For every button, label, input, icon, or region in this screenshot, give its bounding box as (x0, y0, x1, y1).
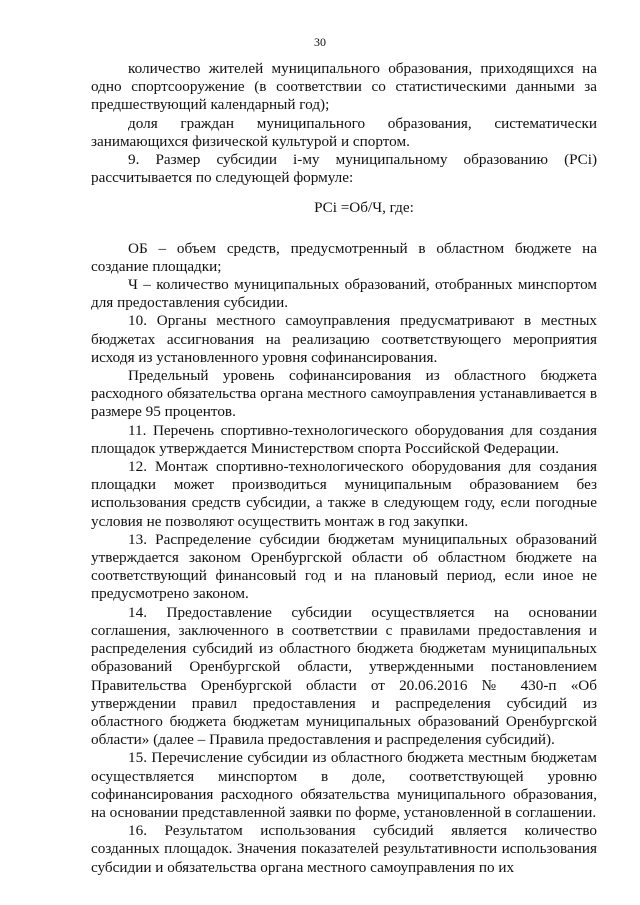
paragraph: ОБ – объем средств, предусмотренный в областном бюджете на создание площадки; (91, 239, 597, 275)
paragraph: 13. Распределение субсидии бюджетам муниципальных образований утверждается законом Оренбургской области об областном бюджете на соответствующий финансовый год и на плановый период, если иное не предусмотрено законом. (91, 530, 597, 603)
paragraph: количество жителей муниципального образования, приходящихся на одно спортсооружение (в соответствии со статистическими данными за предшествующий календарный год); (91, 60, 597, 114)
paragraph: 12. Монтаж спортивно-технологического оборудования для создания площадки может производиться муниципальным образованием без использования средств субсидии, а также в следующем году, если погодные условия не позволяют осуществить монтаж в год закупки. (91, 458, 597, 530)
paragraph: 11. Перечень спортивно-технологического оборудования для создания площадок утверждается Министерством спорта Российской Федерации. (91, 421, 597, 457)
page-number: 30 (314, 35, 326, 49)
paragraph: Ч – количество муниципальных образований, отобранных минспортом для предоставления субсидии. (91, 276, 597, 312)
paragraph: 10. Органы местного самоуправления предусматривают в местных бюджетах ассигнования на реализацию соответствующего мероприятия исходя из установленного уровня софинансирования. (91, 312, 597, 366)
paragraph: 14. Предоставление субсидии осуществляется на основании соглашения, заключенного в соответствии с правилами предоставления и распределения субсидий из областного бюджета бюджетам муниципальных образований Оренбургской области, утвержденными постановлением Правительства Оренбургской области от 20.06.2016 № 430-п «Об утверждении правил предоставления и распределения субсидий из областного бюджета бюджетам муниципальных образований Оренбургской области» (далее – Правила предоставления и распределения субсидий). (91, 603, 597, 749)
paragraph: доля граждан муниципального образования, систематически занимающихся физической культурой и спортом. (91, 114, 597, 150)
paragraph: Предельный уровень софинансирования из областного бюджета расходного обязательства органа местного самоуправления устанавливается в размере 95 процентов. (91, 367, 597, 421)
paragraph: 16. Результатом использования субсидий является количество созданных площадок. Значения показателей результативности использования субсидии и обязательства органа местного самоуправления по их (91, 822, 597, 876)
document-body (91, 60, 597, 877)
paragraph: 15. Перечисление субсидии из областного бюджета местным бюджетам осуществляется минспортом в доле, соответствующей уровню софинансирования расходного обязательства муниципального образования, на основании представленной заявки по форме, установленной в соглашении. (91, 749, 597, 821)
formula: PCi =Об/Ч, где: (314, 199, 414, 217)
paragraph: 9. Размер субсидии i-му муниципальному образованию (PCi) рассчитывается по следующей формуле: (91, 151, 597, 187)
